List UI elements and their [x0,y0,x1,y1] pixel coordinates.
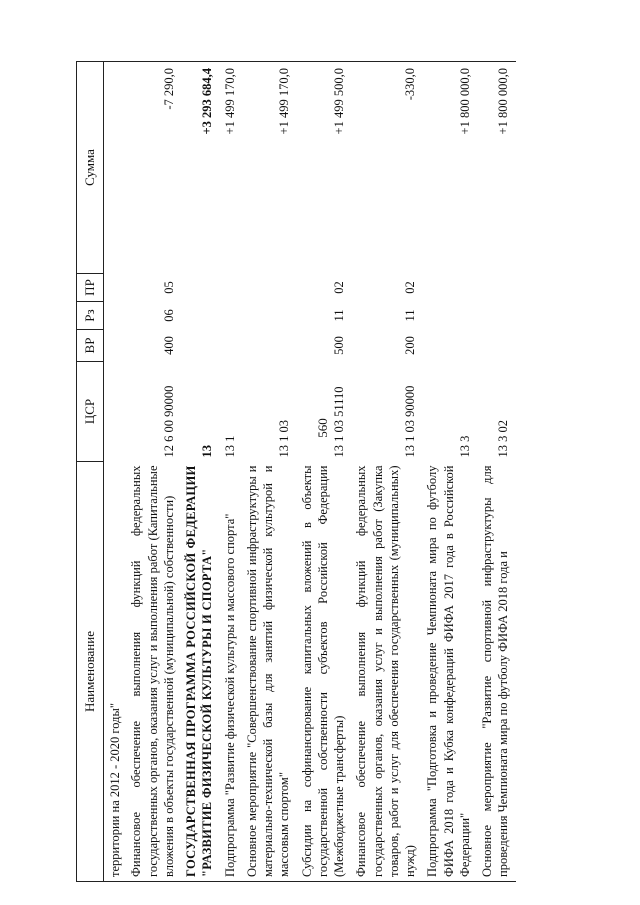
row-rz [220,302,242,330]
row-sum: +1 499 170,0 [220,62,242,274]
row-csr: 13 3 02 [496,420,511,458]
row-vr: 400 [161,336,176,355]
row-name: Финансовое обеспечение выполнения функций федеральных государственных органов, оказания услуг и выполнения работ (Закупка товаров, работ и услуг для обеспечения государственных (муниципальных) нужд) [351,462,422,882]
table-row [220,62,242,882]
header-csr: ЦСР [77,362,104,462]
row-name: Субсидии на софинансирование капитальных вложений в объекты государственной собственности субъектов Российской Федерации (Межбюджетные трансферты) [297,462,352,882]
row-name: Финансовое обеспечение выполнения функций федеральных государственных органов, оказания услуг и выполнения работ (Капитальные вложения в объекты государственной (муниципальной) собственности) [126,462,181,882]
row-vr: 500 [332,336,346,355]
row-name: ГОСУДАРСТВЕННАЯ ПРОГРАММА РОССИЙСКОЙ ФЕДЕРАЦИИ "РАЗВИТИЕ ФИЗИЧЕСКОЙ КУЛЬТУРЫ И СПОРТА" [181,462,220,882]
table-row [351,62,422,882]
row-name: Подпрограмма "Развитие физической культуры и массового спорта" [220,462,242,882]
row-rz [104,302,127,330]
row-rz [181,302,220,330]
row-csr: 12 6 00 90000 [161,385,176,458]
row-pr: 02 [332,281,346,294]
row-pr [422,274,477,302]
table-row [477,62,516,882]
row-pr [181,274,220,302]
header-rz: Рз [77,302,104,330]
row-pr: 02 [403,281,417,294]
header-name: Наименование [77,462,104,882]
row-sum: +3 293 684,4 [181,62,220,274]
row-vr [220,330,242,362]
row-sum: +1 800 000,0 [422,62,477,274]
table-header-row [77,62,104,882]
row-csr: 13 1 03 51110 [332,386,346,458]
row-rz: 11 [403,309,417,322]
header-sum: Сумма [77,62,104,274]
row-csr: 13 1 [222,435,237,458]
row-pr [477,274,516,302]
row-vr [477,330,516,362]
table-row [242,62,297,882]
row-sum [104,62,127,274]
page-number: 560 [315,418,330,438]
budget-table [76,61,516,882]
row-sum: +1 499 500,0 [297,62,352,274]
row-pr [220,274,242,302]
row-pr [242,274,297,302]
row-vr [422,330,477,362]
row-sum: +1 499 170,0 [242,62,297,274]
row-csr: 13 [200,445,215,458]
table-row [297,62,352,882]
row-sum: +1 800 000,0 [477,62,516,274]
row-csr: 13 1 03 90000 [403,385,417,458]
row-name: Подпрограмма "Подготовка и проведение Чемпионата мира по футболу ФИФА 2018 года и Кубка конфедераций ФИФА 2017 года в Российской Федерации" [422,462,477,882]
header-pr: ПР [77,274,104,302]
row-rz: 06 [161,309,176,322]
table-row [104,62,127,882]
budget-table-rotated [76,62,618,882]
row-csr [104,362,127,462]
row-name: территории на 2012 - 2020 годы" [104,462,127,882]
row-rz [477,302,516,330]
row-vr [181,330,220,362]
table-row [422,62,477,882]
row-csr: 13 1 03 [277,420,292,458]
row-vr: 200 [403,336,417,355]
row-vr [104,330,127,362]
row-vr [242,330,297,362]
row-pr [104,274,127,302]
row-rz [422,302,477,330]
row-name: Основное мероприятие "Совершенствование спортивной инфраструктуры и материально-технической базы для занятий физической культурой и массовым спортом" [242,462,297,882]
row-sum: -7 290,0 [126,62,181,274]
table-row [181,62,220,882]
row-rz [242,302,297,330]
row-rz: 11 [332,309,346,322]
table-row [126,62,181,882]
row-csr: 13 3 [457,435,472,458]
row-pr: 05 [161,281,176,294]
header-vr: ВР [77,330,104,362]
row-sum: -330,0 [351,62,422,274]
row-name: Основное мероприятие "Развитие спортивной инфраструктуры для проведения Чемпионата мира по футболу ФИФА 2018 года и [477,462,516,882]
